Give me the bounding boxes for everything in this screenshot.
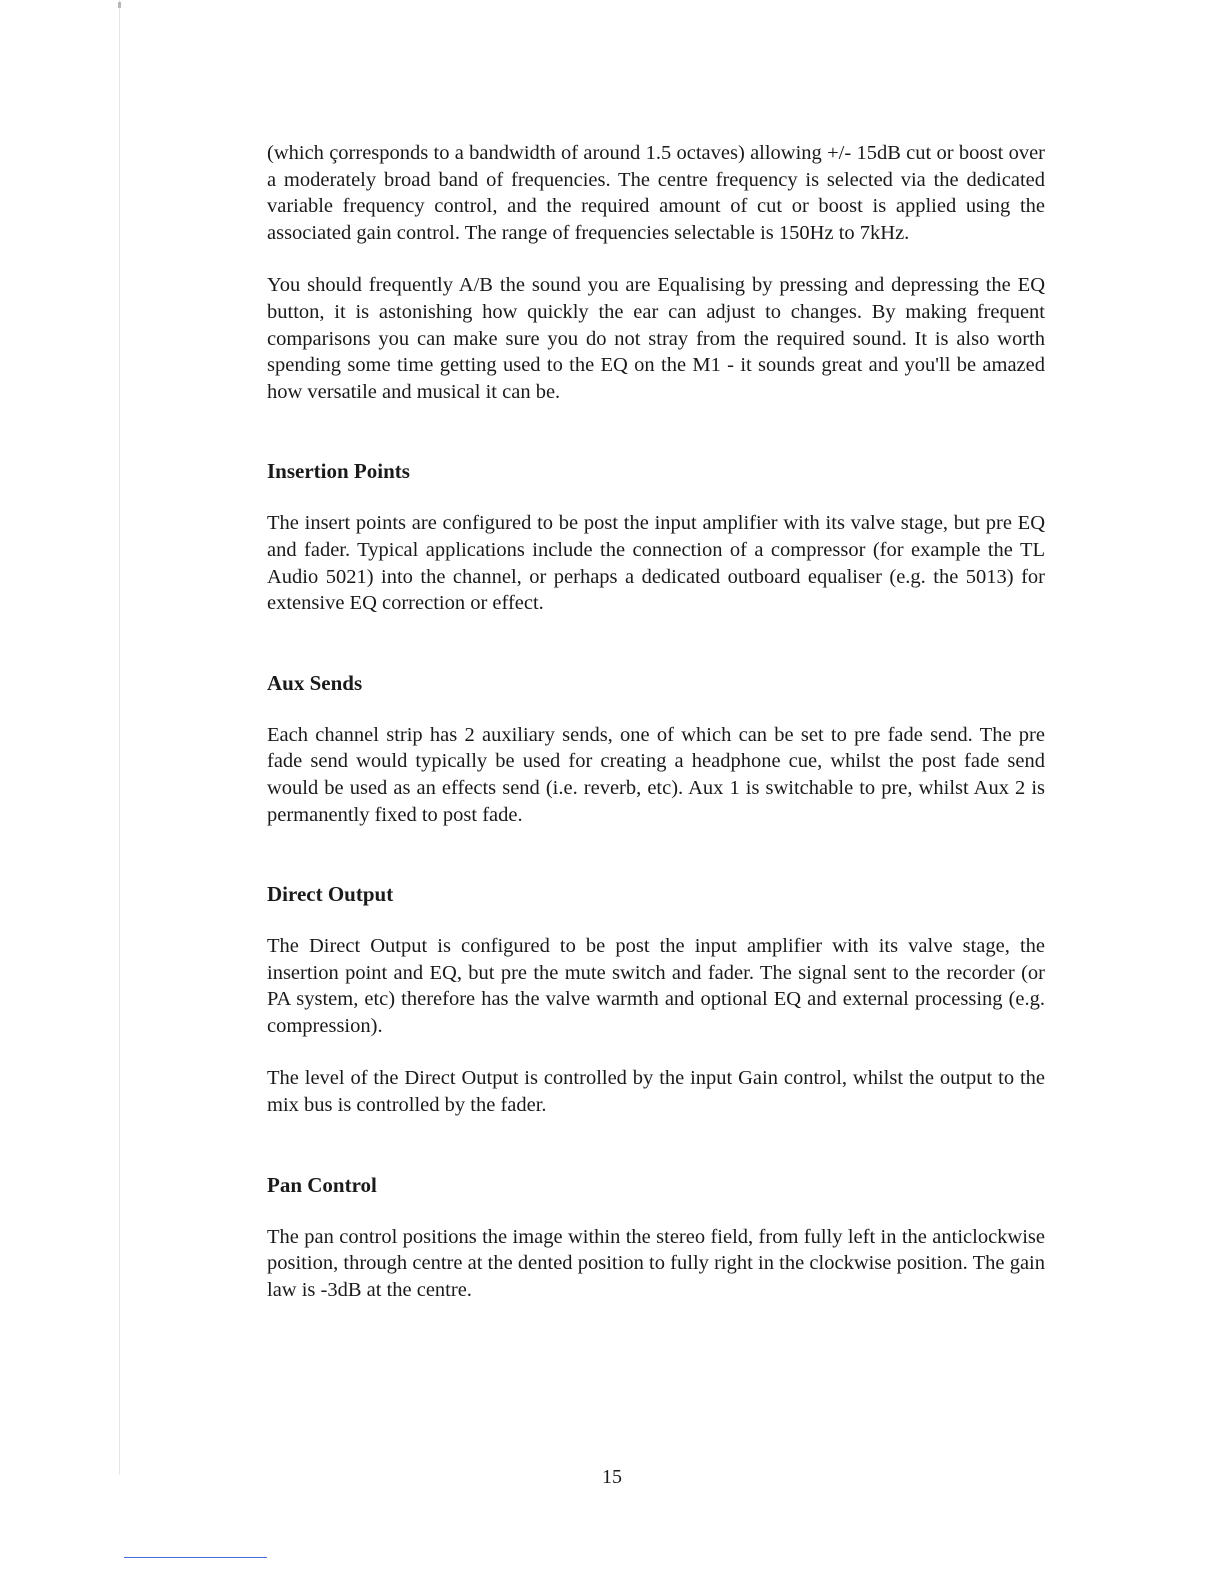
page-number: 15	[602, 1466, 622, 1488]
section-paragraph: Each channel strip has 2 auxiliary sends, one of which can be set to pre fade send. The pre fade send would typically be used for creating a headphone cue, whilst the post fade send would be used as an effects send (i.e. reverb, etc). Aux 1 is switchable to pre, whilst Aux 2 is permanently fixed to post fade.	[267, 723, 1045, 826]
intro-paragraph-1: (which çorresponds to a bandwidth of around 1.5 octaves) allowing +/- 15dB cut or boost over a moderately broad band of frequencies. The centre frequency is selected via the dedicated variable frequency control, and the required amount of cut or boost is applied using the associated gain control. The range of frequencies selectable is 150Hz to 7kHz.	[267, 142, 1045, 244]
footer-rule	[124, 1557, 267, 1558]
section-insertion-points	[267, 458, 1045, 616]
section-paragraph: The insert points are configured to be post the input amplifier with its valve stage, but pre EQ and fader. Typical applications include the connection of a compressor (for example the TL Audio 5021) into the channel, or perhaps a dedicated outboard equaliser (e.g. the 5013) for extensive EQ correction or effect.	[267, 512, 1045, 615]
scan-edge-line	[119, 0, 120, 1475]
section-paragraph: The level of the Direct Output is controlled by the input Gain control, whilst the output to the mix bus is controlled by the fader.	[267, 1067, 1045, 1117]
section-pan-control	[267, 1172, 1045, 1304]
section-heading: Aux Sends	[267, 670, 363, 695]
page-body	[267, 140, 1045, 1303]
section-heading: Direct Output	[267, 882, 394, 907]
section-direct-output	[267, 881, 1045, 1119]
section-heading: Insertion Points	[267, 459, 410, 484]
section-paragraph: The Direct Output is configured to be post the input amplifier with its valve stage, the insertion point and EQ, but pre the mute switch and fader. The signal sent to the recorder (or PA system, etc) therefore has the valve warmth and optional EQ and external processing (e.g. compression).	[267, 935, 1045, 1037]
section-aux-sends	[267, 670, 1045, 828]
section-heading: Pan Control	[267, 1172, 377, 1197]
section-paragraph: The pan control positions the image within the stereo field, from fully left in the anticlockwise position, through centre at the dented position to fully right in the clockwise position. The gain law is -3dB at the centre.	[267, 1225, 1045, 1301]
intro-paragraph-2: You should frequently A/B the sound you are Equalising by pressing and depressing the EQ button, it is astonishing how quickly the ear can adjust to changes. By making frequent comparisons you can make sure you do not stray from the required sound. It is also worth spending some time getting used to the EQ on the M1 - it sounds great and you'll be amazed how versatile and musical it can be.	[267, 274, 1045, 403]
scan-tick-mark	[118, 2, 121, 8]
